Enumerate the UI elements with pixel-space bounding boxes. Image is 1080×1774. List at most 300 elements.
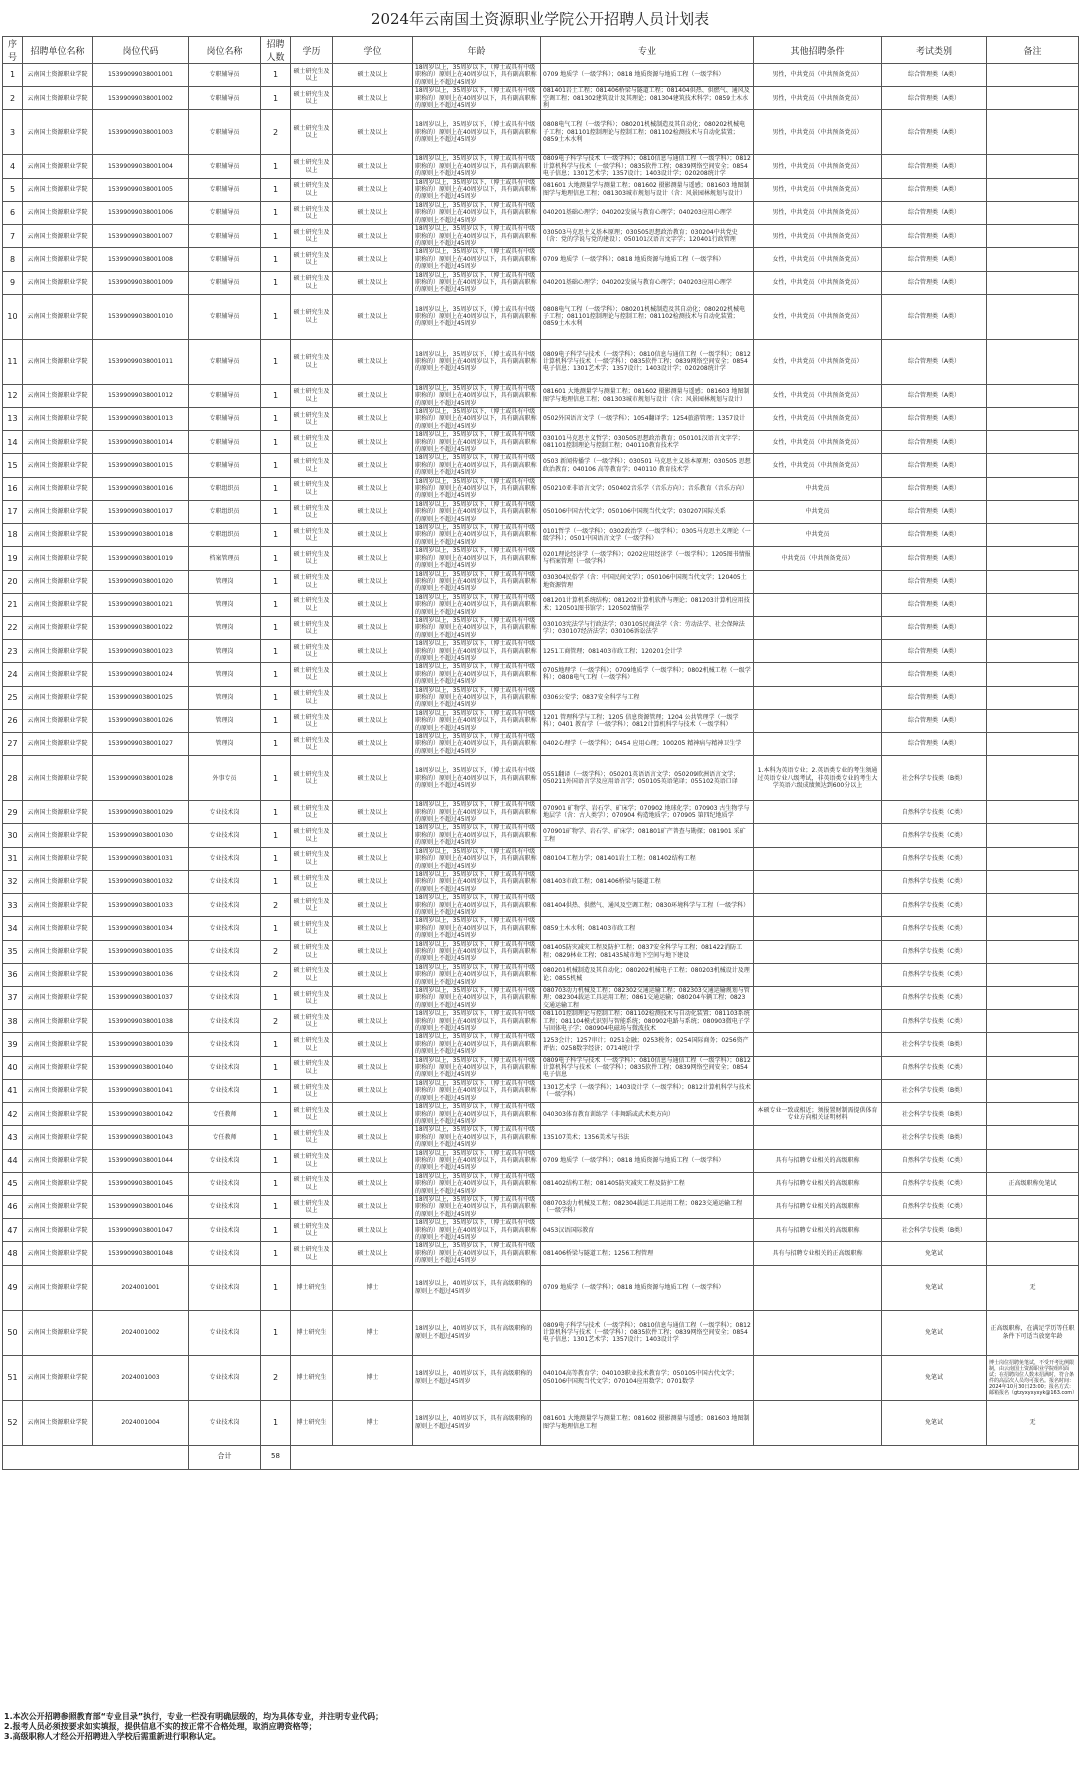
- unit-name-cell: 云南国土资源职业学院: [23, 110, 93, 155]
- age-requirement-cell: 18周岁以上，35周岁以下，（博士或具有中级职称的）原则上在40周岁以下，具有副高职称的原则上不超过45周岁: [413, 524, 541, 547]
- major-cell: 080703动力机械及工程；082304载运工具运用工程；0823交通运输工程（一级学科）: [541, 1195, 754, 1218]
- age-requirement-cell: 18周岁以上，35周岁以下，（博士或具有中级职称的）原则上在40周岁以下，具有副高职称的原则上不超过45周岁: [413, 294, 541, 339]
- unit-name-cell: 云南国土资源职业学院: [23, 1010, 93, 1033]
- exam-category-cell: 综合管理类（A类）: [882, 663, 987, 686]
- remark-cell: [987, 1079, 1079, 1102]
- table-row: [3, 593, 1079, 616]
- degree-cell: 硕士及以上: [333, 894, 413, 917]
- age-requirement-cell: 18周岁以上，35周岁以下，（博士或具有中级职称的）原则上在40周岁以下，具有副高职称的原则上不超过45周岁: [413, 640, 541, 663]
- post-name-cell: 专业技术岗: [189, 987, 261, 1010]
- education-cell: 硕士研究生及以上: [291, 248, 333, 271]
- post-name-cell: 专职辅导员: [189, 384, 261, 407]
- table-row: [3, 1126, 1079, 1149]
- headcount-cell: 1: [261, 201, 291, 224]
- remark-cell: [987, 64, 1079, 87]
- major-cell: 050210亚非语言文学；050402音乐学（音乐方向）；音乐教育（音乐方向）: [541, 477, 754, 500]
- exam-category-cell: 综合管理类（A类）: [882, 110, 987, 155]
- post-name-cell: 专职组织员: [189, 524, 261, 547]
- remark-cell: [987, 824, 1079, 847]
- remark-cell: [987, 201, 1079, 224]
- row-number: 44: [3, 1149, 23, 1172]
- headcount-cell: 1: [261, 847, 291, 870]
- age-requirement-cell: 18周岁以上，35周岁以下，（博士或具有中级职称的）原则上在40周岁以下，具有副高职称的原则上不超过45周岁: [413, 1010, 541, 1033]
- age-requirement-cell: 18周岁以上，35周岁以下，（博士或具有中级职称的）原则上在40周岁以下，具有副高职称的原则上不超过45周岁: [413, 870, 541, 893]
- table-row: [3, 733, 1079, 756]
- exam-category-cell: 综合管理类（A类）: [882, 616, 987, 639]
- exam-category-cell: 综合管理类（A类）: [882, 593, 987, 616]
- headcount-cell: 1: [261, 756, 291, 801]
- headcount-cell: 1: [261, 709, 291, 732]
- post-code-cell: 15399099038001011: [93, 339, 189, 384]
- headcount-cell: 1: [261, 1195, 291, 1218]
- headcount-cell: 1: [261, 178, 291, 201]
- degree-cell: 硕士及以上: [333, 1219, 413, 1242]
- row-number: 40: [3, 1056, 23, 1079]
- degree-cell: 硕士及以上: [333, 1195, 413, 1218]
- other-conditions-cell: 男性，中共党员（中共预备党员）: [754, 64, 882, 87]
- degree-cell: 硕士及以上: [333, 294, 413, 339]
- other-conditions-cell: 中共党员（中共预备党员）: [754, 547, 882, 570]
- remark-cell: [987, 500, 1079, 523]
- age-requirement-cell: 18周岁以上，35周岁以下，（博士或具有中级职称的）原则上在40周岁以下，具有副高职称的原则上不超过45周岁: [413, 894, 541, 917]
- unit-name-cell: 云南国土资源职业学院: [23, 917, 93, 940]
- row-number: 21: [3, 593, 23, 616]
- headcount-cell: 1: [261, 500, 291, 523]
- degree-cell: 硕士及以上: [333, 593, 413, 616]
- education-cell: 硕士研究生及以上: [291, 733, 333, 756]
- post-name-cell: 管理岗: [189, 686, 261, 709]
- major-cell: 081405防灾减灾工程及防护工程；0837安全科学与工程；081422消防工程；0829林业工程；081435城市地下空间与地下建设: [541, 940, 754, 963]
- degree-cell: 硕士及以上: [333, 87, 413, 110]
- other-conditions-cell: [754, 616, 882, 639]
- post-code-cell: 15399099038001032: [93, 870, 189, 893]
- exam-category-cell: 综合管理类（A类）: [882, 225, 987, 248]
- header-degree: 学位: [333, 37, 413, 64]
- degree-cell: 硕士及以上: [333, 640, 413, 663]
- post-code-cell: 15399099038001025: [93, 686, 189, 709]
- row-number: 20: [3, 570, 23, 593]
- table-row: [3, 294, 1079, 339]
- table-row: [3, 524, 1079, 547]
- table-row: [3, 454, 1079, 477]
- post-name-cell: 专业技术岗: [189, 824, 261, 847]
- unit-name-cell: 云南国土资源职业学院: [23, 733, 93, 756]
- age-requirement-cell: 18周岁以上，35周岁以下，（博士或具有中级职称的）原则上在40周岁以下，具有副高职称的原则上不超过45周岁: [413, 500, 541, 523]
- education-cell: 硕士研究生及以上: [291, 155, 333, 178]
- remark-cell: [987, 225, 1079, 248]
- degree-cell: 硕士及以上: [333, 686, 413, 709]
- headcount-cell: 1: [261, 407, 291, 430]
- table-row: [3, 339, 1079, 384]
- row-number: 46: [3, 1195, 23, 1218]
- age-requirement-cell: 18周岁以上，40周岁以下，具有高级职称的原则上不超过45周岁: [413, 1310, 541, 1355]
- education-cell: 硕士研究生及以上: [291, 271, 333, 294]
- table-row: [3, 963, 1079, 986]
- age-requirement-cell: 18周岁以上，35周岁以下，（博士或具有中级职称的）原则上在40周岁以下，具有副高职称的原则上不超过45周岁: [413, 1103, 541, 1126]
- row-number: 9: [3, 271, 23, 294]
- post-name-cell: 专业技术岗: [189, 801, 261, 824]
- other-conditions-cell: 男性，中共党员（中共预备党员）: [754, 225, 882, 248]
- header-other-conditions: 其他招聘条件: [754, 37, 882, 64]
- education-cell: 硕士研究生及以上: [291, 500, 333, 523]
- education-cell: 硕士研究生及以上: [291, 1033, 333, 1056]
- post-name-cell: 专业技术岗: [189, 1400, 261, 1445]
- headcount-cell: 1: [261, 1242, 291, 1265]
- age-requirement-cell: 18周岁以上，35周岁以下，（博士或具有中级职称的）原则上在40周岁以下，具有副高职称的原则上不超过45周岁: [413, 756, 541, 801]
- headcount-cell: 1: [261, 1103, 291, 1126]
- age-requirement-cell: 18周岁以上，35周岁以下，（博士或具有中级职称的）原则上在40周岁以下，具有副高职称的原则上不超过45周岁: [413, 686, 541, 709]
- table-row: [3, 847, 1079, 870]
- post-name-cell: 专职辅导员: [189, 339, 261, 384]
- degree-cell: 硕士及以上: [333, 963, 413, 986]
- major-cell: 040303体育教育训练学（非舞蹈或武术类方向）: [541, 1103, 754, 1126]
- remark-cell: [987, 547, 1079, 570]
- row-number: 18: [3, 524, 23, 547]
- degree-cell: 硕士及以上: [333, 917, 413, 940]
- post-name-cell: 专业技术岗: [189, 1219, 261, 1242]
- headcount-cell: 1: [261, 454, 291, 477]
- remark-cell: [987, 454, 1079, 477]
- headcount-cell: 1: [261, 1265, 291, 1310]
- other-conditions-cell: 中共党员: [754, 500, 882, 523]
- post-code-cell: 2024001003: [93, 1355, 189, 1400]
- total-row: [3, 1445, 1079, 1469]
- education-cell: 硕士研究生及以上: [291, 640, 333, 663]
- major-cell: 1251工商管理；081403市政工程；120201会计学: [541, 640, 754, 663]
- header-exam-category: 考试类别: [882, 37, 987, 64]
- exam-category-cell: 综合管理类（A类）: [882, 201, 987, 224]
- degree-cell: 博士: [333, 1265, 413, 1310]
- remark-cell: [987, 1355, 1079, 1400]
- post-code-cell: 15399099038001022: [93, 616, 189, 639]
- major-cell: 0101哲学（一级学科）；0302政治学（一级学科）；0305马克思主义理论（一级学科）；0501中国语言文学（一级学科）: [541, 524, 754, 547]
- education-cell: 博士研究生: [291, 1265, 333, 1310]
- degree-cell: 硕士及以上: [333, 407, 413, 430]
- degree-cell: 硕士及以上: [333, 663, 413, 686]
- exam-category-cell: 综合管理类（A类）: [882, 524, 987, 547]
- unit-name-cell: 云南国土资源职业学院: [23, 1219, 93, 1242]
- headcount-cell: 1: [261, 870, 291, 893]
- row-number: 15: [3, 454, 23, 477]
- education-cell: 硕士研究生及以上: [291, 454, 333, 477]
- headcount-cell: 1: [261, 225, 291, 248]
- major-cell: 0808电气工程（一级学科）；080201机械制造及其自动化；080202机械电子工程；081101控制理论与控制工程；081102检测技术与自动化装置；0859土木水利: [541, 294, 754, 339]
- age-requirement-cell: 18周岁以上，35周岁以下，（博士或具有中级职称的）原则上在40周岁以下，具有副高职称的原则上不超过45周岁: [413, 225, 541, 248]
- post-code-cell: 15399099038001016: [93, 477, 189, 500]
- exam-category-cell: 综合管理类（A类）: [882, 733, 987, 756]
- row-number: 13: [3, 407, 23, 430]
- age-requirement-cell: 18周岁以上，35周岁以下，（博士或具有中级职称的）原则上在40周岁以下，具有副高职称的原则上不超过45周岁: [413, 847, 541, 870]
- unit-name-cell: 云南国土资源职业学院: [23, 1172, 93, 1195]
- remark-cell: [987, 1242, 1079, 1265]
- headcount-cell: 1: [261, 1126, 291, 1149]
- other-conditions-cell: 女性，中共党员（中共预备党员）: [754, 454, 882, 477]
- other-conditions-cell: [754, 709, 882, 732]
- remark-cell: [987, 1149, 1079, 1172]
- headcount-cell: 1: [261, 384, 291, 407]
- post-name-cell: 管理岗: [189, 733, 261, 756]
- headcount-cell: 1: [261, 1079, 291, 1102]
- post-name-cell: 专职辅导员: [189, 110, 261, 155]
- post-code-cell: 15399099038001005: [93, 178, 189, 201]
- row-number: 39: [3, 1033, 23, 1056]
- exam-category-cell: 自然科学专技类（C类）: [882, 987, 987, 1010]
- age-requirement-cell: 18周岁以上，40周岁以下，具有高级职称的原则上不超过45周岁: [413, 1400, 541, 1445]
- education-cell: 硕士研究生及以上: [291, 1219, 333, 1242]
- row-number: 45: [3, 1172, 23, 1195]
- row-number: 2: [3, 87, 23, 110]
- post-code-cell: 15399099038001006: [93, 201, 189, 224]
- post-code-cell: 15399099038001008: [93, 248, 189, 271]
- remark-cell: [987, 570, 1079, 593]
- unit-name-cell: 云南国土资源职业学院: [23, 1103, 93, 1126]
- education-cell: 硕士研究生及以上: [291, 963, 333, 986]
- age-requirement-cell: 18周岁以上，35周岁以下，（博士或具有中级职称的）原则上在40周岁以下，具有副高职称的原则上不超过45周岁: [413, 1056, 541, 1079]
- post-code-cell: 15399099038001002: [93, 87, 189, 110]
- recruitment-table: [2, 36, 1079, 1470]
- education-cell: 硕士研究生及以上: [291, 894, 333, 917]
- remark-cell: [987, 477, 1079, 500]
- education-cell: 博士研究生: [291, 1400, 333, 1445]
- exam-category-cell: 社会科学专技类（B类）: [882, 1126, 987, 1149]
- unit-name-cell: 云南国土资源职业学院: [23, 640, 93, 663]
- other-conditions-cell: [754, 663, 882, 686]
- exam-category-cell: 社会科学专技类（B类）: [882, 1103, 987, 1126]
- other-conditions-cell: 女性，中共党员（中共预备党员）: [754, 407, 882, 430]
- post-code-cell: 15399099038001034: [93, 917, 189, 940]
- education-cell: 硕士研究生及以上: [291, 824, 333, 847]
- post-code-cell: 15399099038001047: [93, 1219, 189, 1242]
- age-requirement-cell: 18周岁以上，35周岁以下，（博士或具有中级职称的）原则上在40周岁以下，具有副高职称的原则上不超过45周岁: [413, 64, 541, 87]
- row-number: 6: [3, 201, 23, 224]
- headcount-cell: 1: [261, 663, 291, 686]
- education-cell: 硕士研究生及以上: [291, 178, 333, 201]
- table-row: [3, 1033, 1079, 1056]
- headcount-cell: 1: [261, 1172, 291, 1195]
- major-cell: 081601 大地测量学与测量工程；081602 摄影测量与遥感；081603 地图制图学与地理信息工程；081303城市规划与设计（含：风景园林规划与设计）: [541, 178, 754, 201]
- exam-category-cell: 免笔试: [882, 1355, 987, 1400]
- post-name-cell: 管理岗: [189, 709, 261, 732]
- major-cell: 0709 地质学（一级学科）；0818 地质资源与地质工程（一级学科）: [541, 64, 754, 87]
- major-cell: 0705地理学（一级学科）；0709地质学（一级学科）；0802机械工程（一级学科）；0808电气工程（一级学科）: [541, 663, 754, 686]
- major-cell: 0502外国语言文学（一级学科）；1054翻译学；1254旅游管理；1357设计: [541, 407, 754, 430]
- education-cell: 硕士研究生及以上: [291, 110, 333, 155]
- table-row: [3, 155, 1079, 178]
- post-code-cell: 15399099038001033: [93, 894, 189, 917]
- remark-cell: 无: [987, 1400, 1079, 1445]
- degree-cell: 硕士及以上: [333, 756, 413, 801]
- age-requirement-cell: 18周岁以上，35周岁以下，（博士或具有中级职称的）原则上在40周岁以下，具有副高职称的原则上不超过45周岁: [413, 1149, 541, 1172]
- education-cell: 硕士研究生及以上: [291, 1079, 333, 1102]
- row-number: 25: [3, 686, 23, 709]
- major-cell: 081404供热、供燃气、通风及空调工程；0830环境科学与工程（一级学科）: [541, 894, 754, 917]
- row-number: 34: [3, 917, 23, 940]
- other-conditions-cell: 具有与招聘专业相关的高级职称: [754, 1195, 882, 1218]
- post-name-cell: 专业技术岗: [189, 1079, 261, 1102]
- table-row: [3, 1010, 1079, 1033]
- unit-name-cell: 云南国土资源职业学院: [23, 339, 93, 384]
- exam-category-cell: 综合管理类（A类）: [882, 500, 987, 523]
- major-cell: 0808电气工程（一级学科）；080201机械制造及其自动化；080202机械电子工程；081101控制理论与控制工程；081102检测技术与自动化装置；0859土木水利: [541, 110, 754, 155]
- row-number: 1: [3, 64, 23, 87]
- other-conditions-cell: 女性，中共党员（中共预备党员）: [754, 271, 882, 294]
- headcount-cell: 1: [261, 87, 291, 110]
- unit-name-cell: 云南国土资源职业学院: [23, 1242, 93, 1265]
- post-name-cell: 专业技术岗: [189, 870, 261, 893]
- age-requirement-cell: 18周岁以上，35周岁以下，（博士或具有中级职称的）原则上在40周岁以下，具有副高职称的原则上不超过45周岁: [413, 616, 541, 639]
- headcount-cell: 1: [261, 1033, 291, 1056]
- age-requirement-cell: 18周岁以上，35周岁以下，（博士或具有中级职称的）原则上在40周岁以下，具有副高职称的原则上不超过45周岁: [413, 271, 541, 294]
- education-cell: 硕士研究生及以上: [291, 294, 333, 339]
- exam-category-cell: 综合管理类（A类）: [882, 339, 987, 384]
- post-name-cell: 专业技术岗: [189, 1195, 261, 1218]
- education-cell: 硕士研究生及以上: [291, 663, 333, 686]
- row-number: 12: [3, 384, 23, 407]
- row-number: 32: [3, 870, 23, 893]
- exam-category-cell: 综合管理类（A类）: [882, 454, 987, 477]
- education-cell: 硕士研究生及以上: [291, 1010, 333, 1033]
- post-name-cell: 外事专员: [189, 756, 261, 801]
- unit-name-cell: 云南国土资源职业学院: [23, 547, 93, 570]
- unit-name-cell: 云南国土资源职业学院: [23, 1149, 93, 1172]
- unit-name-cell: 云南国土资源职业学院: [23, 709, 93, 732]
- degree-cell: 硕士及以上: [333, 477, 413, 500]
- table-row: [3, 709, 1079, 732]
- age-requirement-cell: 18周岁以上，35周岁以下，（博士或具有中级职称的）原则上在40周岁以下，具有副高职称的原则上不超过45周岁: [413, 248, 541, 271]
- post-name-cell: 专业技术岗: [189, 1310, 261, 1355]
- unit-name-cell: 云南国土资源职业学院: [23, 87, 93, 110]
- major-cell: 080201机械制造及其自动化；080202机械电子工程；080203机械设计及理论；0855机械: [541, 963, 754, 986]
- degree-cell: 硕士及以上: [333, 733, 413, 756]
- post-code-cell: 15399099038001001: [93, 64, 189, 87]
- age-requirement-cell: 18周岁以上，35周岁以下，（博士或具有中级职称的）原则上在40周岁以下，具有副高职称的原则上不超过45周岁: [413, 824, 541, 847]
- major-cell: 1253会计；1257审计；0251金融；0253税务；0254国际商务；0256资产评估；0258数字经济；0714统计学: [541, 1033, 754, 1056]
- headcount-cell: 1: [261, 339, 291, 384]
- major-cell: 0709 地质学（一级学科）；0818 地质资源与地质工程（一级学科）: [541, 248, 754, 271]
- unit-name-cell: 云南国土资源职业学院: [23, 940, 93, 963]
- degree-cell: 硕士及以上: [333, 987, 413, 1010]
- degree-cell: 硕士及以上: [333, 570, 413, 593]
- total-blank: [3, 1445, 189, 1469]
- table-row: [3, 894, 1079, 917]
- doctoral-post-note: 博士岗位招聘免笔试，不受开考比例限制，由云南国土资源职业学院组织面试；在招聘岗位人数未招满时，符合条件的高层次人员均可报名。报名时间：2024年10月30日23:00；报名方式：邮箱报名（gtzyxyxyxyk@163.com）: [989, 1359, 1078, 1396]
- degree-cell: 硕士及以上: [333, 110, 413, 155]
- post-code-cell: 2024001002: [93, 1310, 189, 1355]
- education-cell: 硕士研究生及以上: [291, 1103, 333, 1126]
- post-name-cell: 专业技术岗: [189, 1149, 261, 1172]
- major-cell: 0453汉语国际教育: [541, 1219, 754, 1242]
- exam-category-cell: 综合管理类（A类）: [882, 547, 987, 570]
- age-requirement-cell: 18周岁以上，35周岁以下，（博士或具有中级职称的）原则上在40周岁以下，具有副高职称的原则上不超过45周岁: [413, 1172, 541, 1195]
- education-cell: 硕士研究生及以上: [291, 1149, 333, 1172]
- major-cell: 0402心理学（一级学科）；0454 应用心理；100205 精神病与精神卫生学: [541, 733, 754, 756]
- age-requirement-cell: 18周岁以上，35周岁以下，（博士或具有中级职称的）原则上在40周岁以下，具有副高职称的原则上不超过45周岁: [413, 940, 541, 963]
- row-number: 19: [3, 547, 23, 570]
- degree-cell: 硕士及以上: [333, 870, 413, 893]
- age-requirement-cell: 18周岁以上，35周岁以下，（博士或具有中级职称的）原则上在40周岁以下，具有副高职称的原则上不超过45周岁: [413, 709, 541, 732]
- unit-name-cell: 云南国土资源职业学院: [23, 987, 93, 1010]
- post-name-cell: 专职辅导员: [189, 454, 261, 477]
- post-code-cell: 15399099038001027: [93, 733, 189, 756]
- row-number: 36: [3, 963, 23, 986]
- post-code-cell: 2024001001: [93, 1265, 189, 1310]
- remark-cell: 无: [987, 1265, 1079, 1310]
- unit-name-cell: 云南国土资源职业学院: [23, 801, 93, 824]
- unit-name-cell: 云南国土资源职业学院: [23, 407, 93, 430]
- other-conditions-cell: 女性，中共党员（中共预备党员）: [754, 431, 882, 454]
- table-row: [3, 248, 1079, 271]
- row-number: 29: [3, 801, 23, 824]
- age-requirement-cell: 18周岁以上，35周岁以下，（博士或具有中级职称的）原则上在40周岁以下，具有副高职称的原则上不超过45周岁: [413, 477, 541, 500]
- remark-cell: [987, 756, 1079, 801]
- exam-category-cell: 免笔试: [882, 1310, 987, 1355]
- table-row: [3, 201, 1079, 224]
- table-row: [3, 384, 1079, 407]
- age-requirement-cell: 18周岁以上，35周岁以下，（博士或具有中级职称的）原则上在40周岁以下，具有副高职称的原则上不超过45周岁: [413, 454, 541, 477]
- major-cell: 135107美术；1356美术与书法: [541, 1126, 754, 1149]
- page-title: 2024年云南国土资源职业学院公开招聘人员计划表: [370, 10, 710, 28]
- table-row: [3, 824, 1079, 847]
- footnote-item: 3.高级职称人才经公开招聘进入学校后需重新进行职称认定。: [4, 1732, 221, 1741]
- unit-name-cell: 云南国土资源职业学院: [23, 454, 93, 477]
- other-conditions-cell: 女性，中共党员（中共预备党员）: [754, 384, 882, 407]
- unit-name-cell: 云南国土资源职业学院: [23, 201, 93, 224]
- education-cell: 硕士研究生及以上: [291, 477, 333, 500]
- post-name-cell: 专业技术岗: [189, 1056, 261, 1079]
- major-cell: 0709 地质学（一级学科）；0818 地质资源与地质工程（一级学科）: [541, 1149, 754, 1172]
- row-number: 50: [3, 1310, 23, 1355]
- post-name-cell: 管理岗: [189, 570, 261, 593]
- exam-category-cell: 综合管理类（A类）: [882, 431, 987, 454]
- education-cell: 硕士研究生及以上: [291, 686, 333, 709]
- exam-category-cell: 自然科学专技类（C类）: [882, 1010, 987, 1033]
- exam-category-cell: 自然科学专技类（C类）: [882, 963, 987, 986]
- degree-cell: 硕士及以上: [333, 1242, 413, 1265]
- other-conditions-cell: [754, 801, 882, 824]
- table-row: [3, 178, 1079, 201]
- major-cell: 0809电子科学与技术（一级学科）；0810信息与通信工程（一级学科）；0812计算机科学与技术（一级学科）；0835软件工程；0839网络空间安全；0854电子信息；1301艺术学；1357设计；1403设计学；020208统计学: [541, 339, 754, 384]
- unit-name-cell: 云南国土资源职业学院: [23, 225, 93, 248]
- unit-name-cell: 云南国土资源职业学院: [23, 1056, 93, 1079]
- table-row: [3, 1400, 1079, 1445]
- unit-name-cell: 云南国土资源职业学院: [23, 824, 93, 847]
- row-number: 16: [3, 477, 23, 500]
- headcount-cell: 1: [261, 248, 291, 271]
- remark-cell: [987, 940, 1079, 963]
- unit-name-cell: 云南国土资源职业学院: [23, 384, 93, 407]
- row-number: 43: [3, 1126, 23, 1149]
- headcount-cell: 1: [261, 733, 291, 756]
- other-conditions-cell: 中共党员: [754, 477, 882, 500]
- other-conditions-cell: 女性，中共党员（中共预备党员）: [754, 339, 882, 384]
- header-education: 学历: [291, 37, 333, 64]
- age-requirement-cell: 18周岁以上，35周岁以下，（博士或具有中级职称的）原则上在40周岁以下，具有副高职称的原则上不超过45周岁: [413, 593, 541, 616]
- row-number: 4: [3, 155, 23, 178]
- footnote-item: 1.本次公开招聘参照教育部“专业目录”执行，专业一栏没有明确层级的，均为具体专业，并注明专业代码；: [4, 1712, 384, 1721]
- headcount-cell: 1: [261, 1310, 291, 1355]
- exam-category-cell: 综合管理类（A类）: [882, 384, 987, 407]
- education-cell: 硕士研究生及以上: [291, 847, 333, 870]
- unit-name-cell: 云南国土资源职业学院: [23, 248, 93, 271]
- row-number: 17: [3, 500, 23, 523]
- row-number: 30: [3, 824, 23, 847]
- other-conditions-cell: [754, 847, 882, 870]
- remark-cell: [987, 686, 1079, 709]
- unit-name-cell: 云南国土资源职业学院: [23, 524, 93, 547]
- post-name-cell: 专职辅导员: [189, 201, 261, 224]
- unit-name-cell: 云南国土资源职业学院: [23, 616, 93, 639]
- exam-category-cell: 自然科学专技类（C类）: [882, 917, 987, 940]
